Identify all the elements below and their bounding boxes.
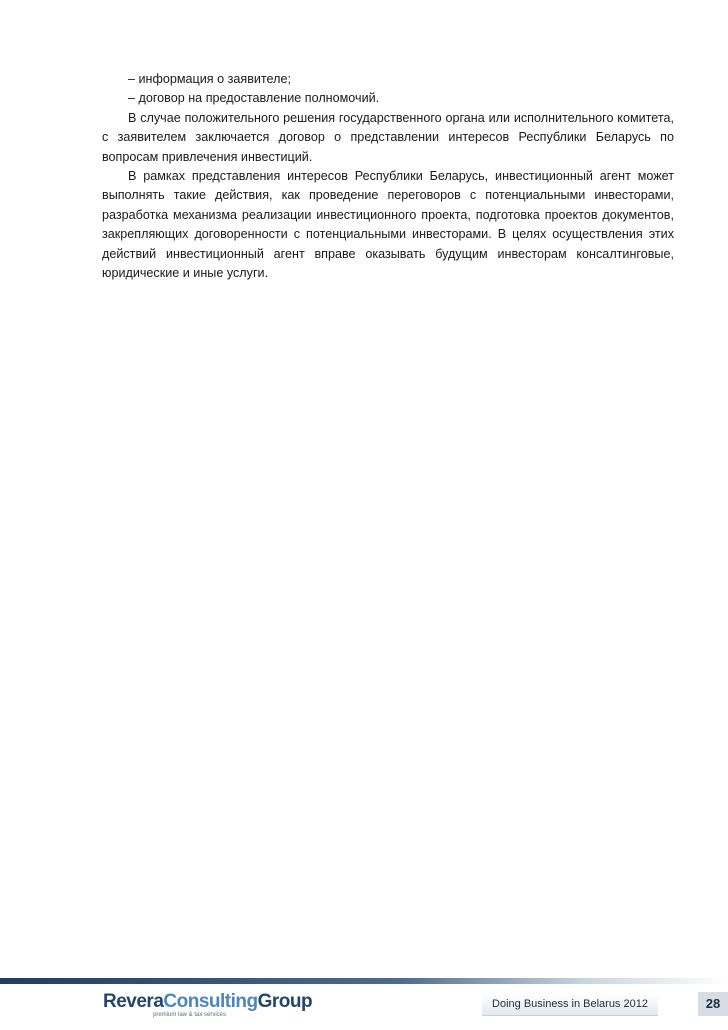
paragraph-authority-agreement: – договор на предоставление полномочий. xyxy=(128,91,380,106)
document-body xyxy=(102,70,674,283)
logo-part-revera: Revera xyxy=(103,991,164,1012)
logo-tagline: premium law & tax services xyxy=(153,1012,227,1018)
logo-wordmark xyxy=(103,992,312,1012)
paragraph-agent-actions: В рамках представления интересов Республики Беларусь, инвестиционный агент может выполнять такие действия, как проведение переговоров с потенциальными инвесторами, разработка механизма реализации инвестиционного проекта, подготовка проектов документов, закрепляющих договоренности с потенциальными инвесторами. В целях осуществления этих действий инвестиционный агент вправе оказывать будущим инвесторам консалтинговые, юридические и иные услуги. xyxy=(102,169,674,281)
footer-document-title: Doing Business in Belarus 2012 xyxy=(482,994,658,1016)
company-logo xyxy=(103,992,312,1022)
logo-part-consulting: Consulting xyxy=(163,991,258,1012)
logo-part-group: Group xyxy=(257,991,313,1012)
page-number: 28 xyxy=(698,992,728,1016)
footer-divider xyxy=(0,978,728,984)
paragraph-positive-decision: В случае положительного решения государственного органа или исполнительного комитета, с заявителем заключается договор о представлении интересов Республики Беларусь по вопросам привлечения инвестиций. xyxy=(102,110,674,164)
paragraph-applicant-info: – информация о заявителе; xyxy=(128,72,291,86)
